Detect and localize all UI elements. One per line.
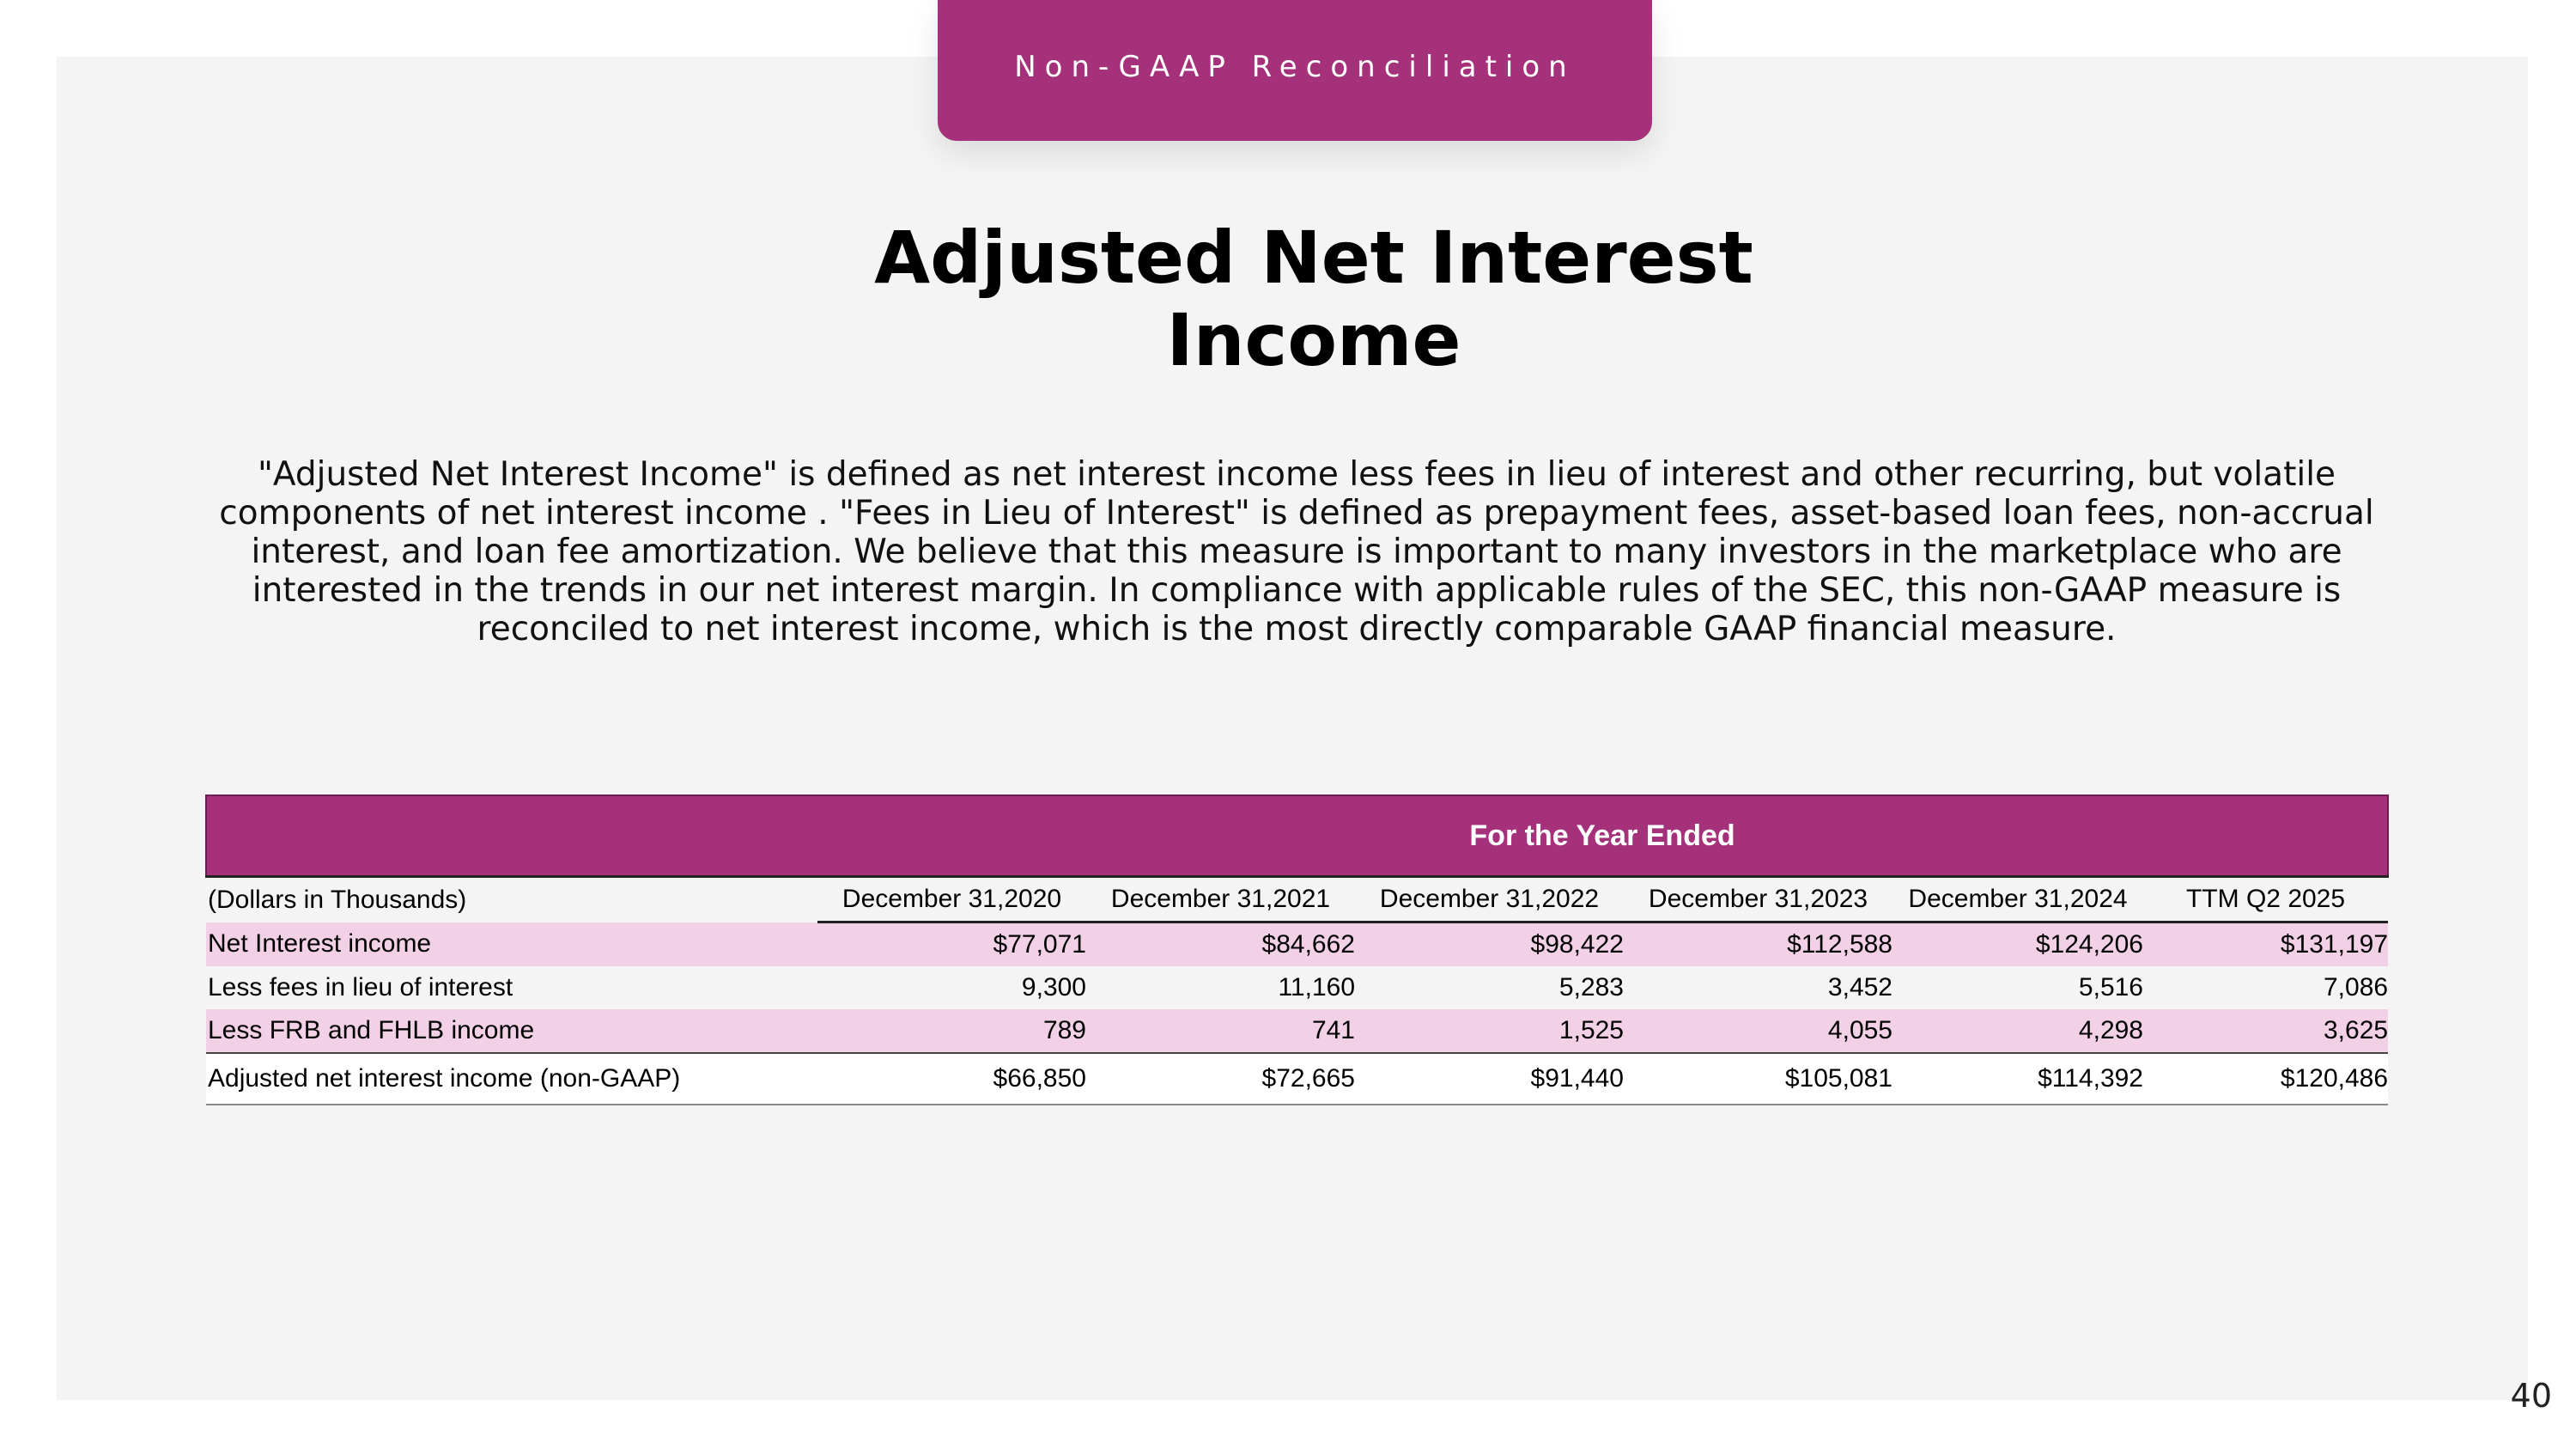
- table-cell: 4,055: [1624, 1009, 1893, 1053]
- column-header: TTM Q2 2025: [2143, 877, 2388, 922]
- table-group-header-blank: [206, 795, 817, 877]
- reconciliation-table: [205, 795, 2389, 1105]
- table-cell: 5,516: [2078, 973, 2143, 1002]
- table-cell: 7,086: [2323, 973, 2389, 1002]
- table-cell: 3,452: [1827, 973, 1893, 1002]
- row-label: Adjusted net interest income (non-GAAP): [206, 1053, 817, 1105]
- page-title: Adjusted Net Interest Income: [874, 216, 1753, 382]
- table-cell: $77,071: [817, 922, 1086, 967]
- table-cell: 5,283: [1558, 973, 1624, 1002]
- column-header: December 31,2021: [1086, 877, 1355, 922]
- section-tab-label: Non-GAAP Reconciliation: [1014, 50, 1576, 84]
- row-label: Less fees in lieu of interest: [208, 973, 513, 1002]
- table-row-net-interest-income: [206, 922, 2388, 967]
- table-group-header-row: [206, 795, 2388, 877]
- table-row-frb-fhlb-income: [206, 1009, 2388, 1053]
- table-row-fees-in-lieu: [206, 966, 2388, 1009]
- table-cell: $120,486: [2143, 1053, 2388, 1105]
- table-cell: $66,850: [817, 1053, 1086, 1105]
- table-cell: 3,625: [2143, 1009, 2388, 1053]
- column-header: December 31,2023: [1624, 877, 1893, 922]
- table-cell: 789: [817, 1009, 1086, 1053]
- table-label-header: (Dollars in Thousands): [208, 885, 467, 914]
- page-number: 40: [2510, 1377, 2552, 1415]
- table-cell: 4,298: [1893, 1009, 2143, 1053]
- table-group-header: For the Year Ended: [817, 795, 2388, 877]
- table-cell: 9,300: [1021, 973, 1086, 1002]
- reconciliation-table-container: [205, 795, 2387, 1105]
- definition-paragraph: "Adjusted Net Interest Income" is defined as net interest income less fees in lieu of interest and other recurring, but volatile components of net interest income . "Fees in Lieu of Interest" is defined as prepayment fees, asset-based loan fees, non-accrual interest, and loan fee amortization. We believe that this measure is important to many investors in the marketplace who are interested in the trends in our net interest margin. In compliance with applicable rules of the SEC, this non-GAAP measure is reconciled to net interest income, which is the most directly comparable GAAP financial measure.: [219, 455, 2374, 648]
- table-cell: $131,197: [2143, 922, 2388, 967]
- table-cell: $112,588: [1624, 922, 1893, 967]
- table-cell: $84,662: [1086, 922, 1355, 967]
- column-header: December 31,2024: [1893, 877, 2143, 922]
- table-column-header-row: [206, 877, 2388, 922]
- table-cell: $124,206: [1893, 922, 2143, 967]
- table-row-adjusted-total: [206, 1053, 2388, 1105]
- table-cell: 1,525: [1355, 1009, 1624, 1053]
- column-header: December 31,2022: [1355, 877, 1624, 922]
- row-label: Net Interest income: [206, 922, 817, 967]
- section-tab: [938, 0, 1652, 141]
- table-cell: 11,160: [1278, 973, 1355, 1002]
- table-cell: $114,392: [1893, 1053, 2143, 1105]
- table-cell: $98,422: [1355, 922, 1624, 967]
- table-cell: 741: [1086, 1009, 1355, 1053]
- row-label: Less FRB and FHLB income: [206, 1009, 817, 1053]
- table-cell: $72,665: [1086, 1053, 1355, 1105]
- column-header: December 31,2020: [817, 877, 1086, 922]
- table-cell: $105,081: [1624, 1053, 1893, 1105]
- table-cell: $91,440: [1355, 1053, 1624, 1105]
